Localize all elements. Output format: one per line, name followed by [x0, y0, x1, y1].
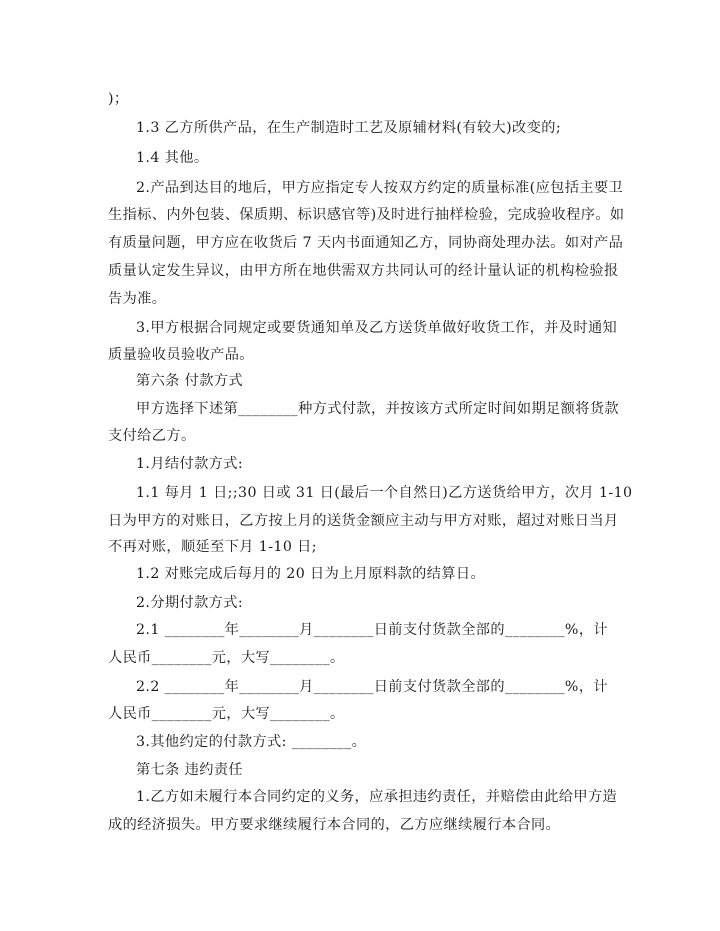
text-line-9: 3.甲方根据合同规定或要货通知单及乙方送货单做好收货工作，并及时通知: [136, 320, 618, 336]
text-line-24: 3.其他约定的付款方式: ________。: [136, 734, 367, 750]
text-line-12: 甲方选择下述第________种方式付款，并按该方式所定时间如期足额将货款: [136, 401, 619, 417]
text-line-27: 成的经济损失。甲方要求继续履行本合同的，乙方应继续履行本合同。: [108, 817, 561, 833]
text-line-8: 告为准。: [108, 291, 167, 307]
text-line-21: 人民币________元，大写________。: [108, 650, 345, 666]
text-line-22: 2.2 ________年________月________日前支付货款全部的________%，计: [136, 679, 608, 695]
section-heading-article-7: 第七条 违约责任: [136, 762, 244, 778]
text-line-7: 质量认定发生异议，由甲方所在地供需双方共同认可的经计量认证的机构检验报: [108, 263, 619, 279]
text-line-4: 2.产品到达目的地后，甲方应指定专人按双方约定的质量标准(应包括主要卫: [136, 180, 624, 196]
text-line-5: 生指标、内外包装、保质期、标识感官等)及时进行抽样检验，完成验收程序。如: [108, 207, 625, 223]
text-line-17: 不再对账，顺延至下月 1-10 日;: [108, 539, 317, 555]
text-line-14: 1.月结付款方式:: [136, 456, 244, 472]
text-line-23: 人民币________元，大写________。: [108, 706, 345, 722]
text-line-2: 1.3 乙方所供产品，在生产制造时工艺及原辅材料(有较大)改变的;: [136, 120, 561, 136]
text-line-18: 1.2 对账完成后每月的 20 日为上月原料款的结算日。: [136, 566, 486, 582]
text-line-26: 1.乙方如未履行本合同约定的义务，应承担违约责任，并赔偿由此给甲方造: [136, 789, 618, 805]
text-line-6: 有质量问题，甲方应在收货后 7 天内书面通知乙方，同协商处理办法。如对产品: [108, 235, 624, 251]
text-line-16: 日为甲方的对账日，乙方按上月的送货金额应主动与甲方对账，超过对账日当月: [108, 513, 619, 529]
text-line-19: 2.分期付款方式:: [136, 595, 244, 611]
text-line-1: )；: [108, 91, 129, 107]
text-line-15: 1.1 每月 1 日;;30 日或 31 日(最后一个自然日)乙方送货给甲方，次月 1-10: [136, 485, 633, 501]
text-line-10: 质量验收员验收产品。: [108, 347, 254, 363]
section-heading-article-6: 第六条 付款方式: [136, 373, 244, 389]
text-line-3: 1.4 其他。: [136, 150, 209, 166]
text-line-20: 2.1 ________年________月________日前支付货款全部的________%，计: [136, 622, 608, 638]
text-line-13: 支付给乙方。: [108, 428, 196, 444]
